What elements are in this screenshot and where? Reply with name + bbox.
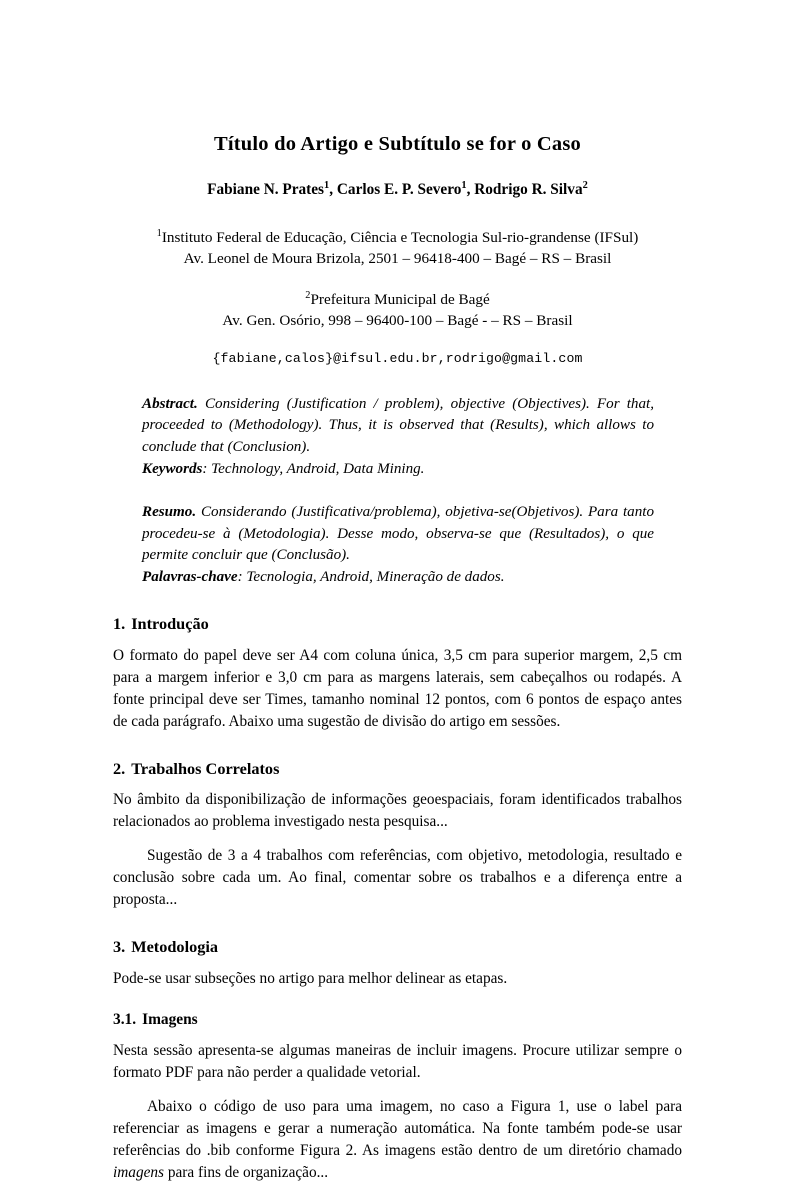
affiliation-1-name-line bbox=[113, 227, 682, 249]
resumo-paragraph bbox=[142, 502, 654, 567]
abstract-label: Abstract. bbox=[142, 395, 198, 412]
page-title: Título do Artigo e Subtítulo se for o Caso bbox=[213, 133, 581, 155]
affiliation-2 bbox=[113, 289, 682, 332]
section-2-paragraph-2: Sugestão de 3 a 4 trabalhos com referências, com objetivo, metodologia, resultado e conclusão sobre cada um. Ao final, comentar sobre os trabalhos e a diferença entre a proposta... bbox=[113, 847, 682, 909]
abstract-paragraph bbox=[142, 394, 654, 459]
abstract-keywords bbox=[142, 459, 654, 481]
author-list bbox=[113, 180, 682, 200]
author-affiliation-mark-1: 1 bbox=[324, 179, 330, 191]
author-name-3: Rodrigo R. Silva bbox=[474, 180, 583, 198]
subsection-3-1-paragraph-1: Nesta sessão apresenta-se algumas maneiras de incluir imagens. Procure utilizar sempre o formato PDF para não perder a qualidade vetorial. bbox=[113, 1041, 682, 1081]
subsection-number-3-1: 3.1. bbox=[113, 1011, 137, 1029]
subsection-3-1-paragraph-2-before: Abaixo o código de uso para uma imagem, no caso a Figura 1, use o label para referenciar as imagens e gerar a numeração automática. Na fonte também pode-se usar referências do .bib conforme Figura 2. As imagens estão dentro de um diretório chamado bbox=[113, 1097, 682, 1159]
affiliation-1 bbox=[113, 227, 682, 270]
subsection-3-1-directory-name: imagens bbox=[113, 1163, 164, 1181]
section-title-2: Trabalhos Correlatos bbox=[131, 758, 280, 778]
resumo-label: Resumo. bbox=[142, 504, 197, 521]
resumo-keywords-text: : Tecnologia, Android, Mineração de dados. bbox=[237, 568, 505, 585]
abstract-block bbox=[142, 394, 654, 480]
section-number-1: 1. bbox=[113, 614, 126, 634]
affiliation-2-name-line bbox=[113, 289, 682, 311]
contact-email: {fabiane,calos}@ifsul.edu.br,rodrigo@gmail.com bbox=[212, 350, 583, 366]
affiliation-1-address: Av. Leonel de Moura Brizola, 2501 – 96418-400 – Bagé – RS – Brasil bbox=[183, 250, 612, 268]
section-1-paragraph-1: O formato do papel deve ser A4 com coluna única, 3,5 cm para superior margem, 2,5 cm para a margem inferior e 3,0 cm para as margens laterais, sem cabeçalhos ou rodapés. A fonte principal deve ser Times, tamanho nominal 12 pontos, com 6 pontos de espaço antes de cada parágrafo. Abaixo uma sugestão de divisão do artigo em sessões. bbox=[113, 646, 682, 730]
section-heading-1 bbox=[113, 614, 682, 634]
abstract-text: Considering (Justification / problem), objective (Objectives). For that, proceeded to (Methodology). Thus, it is observed that (Results), which allows to conclude that (Conclusion). bbox=[142, 395, 654, 455]
abstract-keywords-text: : Technology, Android, Data Mining. bbox=[202, 460, 425, 477]
section-2-paragraph-1: No âmbito da disponibilização de informações geoespaciais, foram identificados trabalhos relacionados ao problema investigado nesta pesquisa... bbox=[113, 791, 682, 831]
abstract-keywords-label: Keywords bbox=[142, 460, 203, 477]
affiliation-2-name: Prefeitura Municipal de Bagé bbox=[310, 290, 490, 308]
affiliation-2-address: Av. Gen. Osório, 998 – 96400-100 – Bagé - – RS – Brasil bbox=[222, 312, 573, 330]
section-heading-3 bbox=[113, 937, 682, 957]
author-affiliation-mark-3: 2 bbox=[582, 179, 588, 191]
author-affiliation-mark-2: 1 bbox=[461, 179, 467, 191]
resumo-text: Considerando (Justificativa/problema), objetiva-se(Objetivos). Para tanto procedeu-se à (Metodologia). Desse modo, observa-se que (Resultados), o que permite concluir que (Conclusão). bbox=[142, 504, 655, 564]
affiliation-1-mark: 1 bbox=[156, 227, 162, 239]
author-separator-1: , bbox=[329, 180, 337, 198]
author-name-1: Fabiane N. Prates bbox=[207, 180, 325, 198]
section-number-3: 3. bbox=[113, 936, 126, 956]
subsection-3-1-paragraph-2 bbox=[113, 1096, 682, 1184]
affiliation-1-name: Instituto Federal de Educação, Ciência e Tecnologia Sul-rio-grandense (IFSul) bbox=[161, 228, 639, 246]
author-name-2: Carlos E. P. Severo bbox=[336, 180, 462, 198]
section-3-paragraph-1: Pode-se usar subseções no artigo para melhor delinear as etapas. bbox=[113, 969, 508, 987]
subsection-heading-3-1 bbox=[113, 1011, 682, 1029]
subsection-3-1-paragraph-2-after: para fins de organização... bbox=[164, 1163, 329, 1181]
subsection-title-3-1: Imagens bbox=[142, 1011, 198, 1029]
resumo-block bbox=[142, 502, 654, 588]
section-heading-2 bbox=[113, 759, 682, 779]
section-title-1: Introdução bbox=[131, 614, 209, 634]
resumo-keywords bbox=[142, 567, 654, 589]
affiliation-2-mark: 2 bbox=[305, 289, 311, 301]
resumo-keywords-label: Palavras-chave bbox=[142, 568, 238, 585]
author-separator-2: , bbox=[466, 180, 475, 198]
section-number-2: 2. bbox=[113, 758, 126, 778]
section-title-3: Metodologia bbox=[131, 936, 219, 956]
